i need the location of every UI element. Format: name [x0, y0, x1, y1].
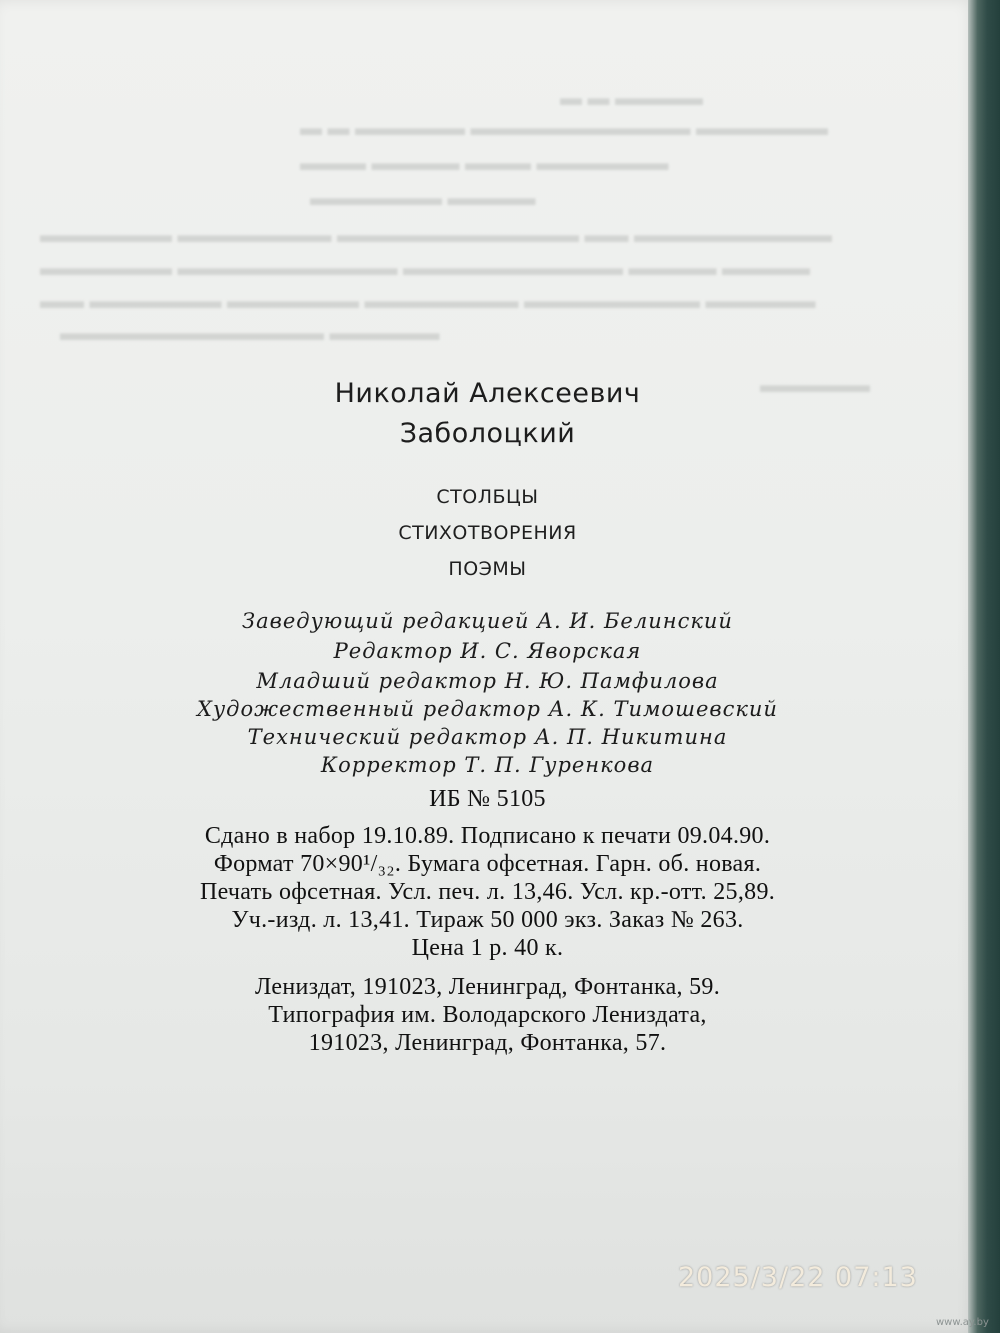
book-cover-edge	[968, 0, 1000, 1333]
show-through-text: ▬▬▬▬ ▬ ▬	[560, 85, 703, 110]
publisher-line: Лениздат, 191023, Ленинград, Фонтанка, 59.	[254, 974, 721, 1000]
site-watermark: www.ay.by	[936, 1317, 989, 1328]
book-section-title: СТИХОТВОРЕНИЯ	[398, 522, 577, 544]
author-surname: Заболоцкий	[399, 418, 576, 449]
price-line: Цена 1 р. 40 к.	[411, 935, 564, 961]
show-through-text: ▬▬▬▬ ▬▬▬▬▬▬	[310, 185, 536, 210]
ib-number: ИБ № 5105	[429, 786, 546, 812]
show-through-text: ▬▬▬▬▬	[760, 372, 870, 397]
show-through-text: ▬▬▬▬▬▬ ▬▬▬ ▬▬▬▬ ▬▬▬	[300, 150, 669, 175]
staff-line: Заведующий редакцией А. И. Белинский	[242, 609, 733, 633]
print-detail-line: Печать офсетная. Усл. печ. л. 13,46. Усл. кр.-отт. 25,89.	[199, 879, 776, 905]
book-section-title: СТОЛБЦЫ	[436, 486, 539, 508]
book-section-title: ПОЭМЫ	[448, 558, 527, 580]
publisher-line: Типография им. Володарского Лениздата,	[268, 1002, 707, 1028]
author-name: Николай Алексеевич	[334, 378, 641, 409]
staff-line: Технический редактор А. П. Никитина	[247, 725, 728, 749]
show-through-text: ▬▬▬▬ ▬▬▬▬ ▬▬▬▬▬▬▬▬▬▬ ▬▬▬▬▬▬▬▬▬▬ ▬▬▬▬▬▬	[40, 255, 810, 280]
staff-line: Младший редактор Н. Ю. Памфилова	[256, 669, 719, 693]
print-detail-line: Формат 70×90¹/₃₂. Бумага офсетная. Гарн. об. новая.	[213, 851, 762, 877]
staff-line: Редактор И. С. Яворская	[333, 639, 642, 663]
staff-line: Художественный редактор А. К. Тимошевский	[197, 697, 778, 721]
print-detail-line: Уч.-изд. л. 13,41. Тираж 50 000 экз. Заказ № 263.	[231, 907, 744, 933]
show-through-text: ▬▬▬▬▬ ▬▬▬▬▬▬▬▬ ▬▬▬▬▬▬▬ ▬▬▬▬▬▬ ▬▬▬▬▬▬ ▬▬	[40, 288, 816, 313]
photo-timestamp: 2025/3/22 07:13	[678, 1262, 918, 1293]
show-through-text: ▬▬▬▬▬▬▬▬▬ ▬▬ ▬▬▬▬▬▬▬▬▬▬▬ ▬▬▬▬▬▬▬ ▬▬▬▬▬▬	[40, 222, 832, 247]
show-through-text: ▬▬▬▬▬ ▬▬▬▬▬▬▬▬▬▬▬▬	[60, 320, 440, 345]
staff-line: Корректор Т. П. Гуренкова	[320, 753, 655, 777]
show-through-text: ▬▬▬▬▬▬ ▬▬▬▬▬▬▬▬▬▬ ▬▬▬▬▬ ▬ ▬	[300, 115, 828, 140]
publisher-line: 191023, Ленинград, Фонтанка, 57.	[308, 1030, 667, 1056]
print-detail-line: Сдано в набор 19.10.89. Подписано к печати 09.04.90.	[204, 823, 771, 849]
